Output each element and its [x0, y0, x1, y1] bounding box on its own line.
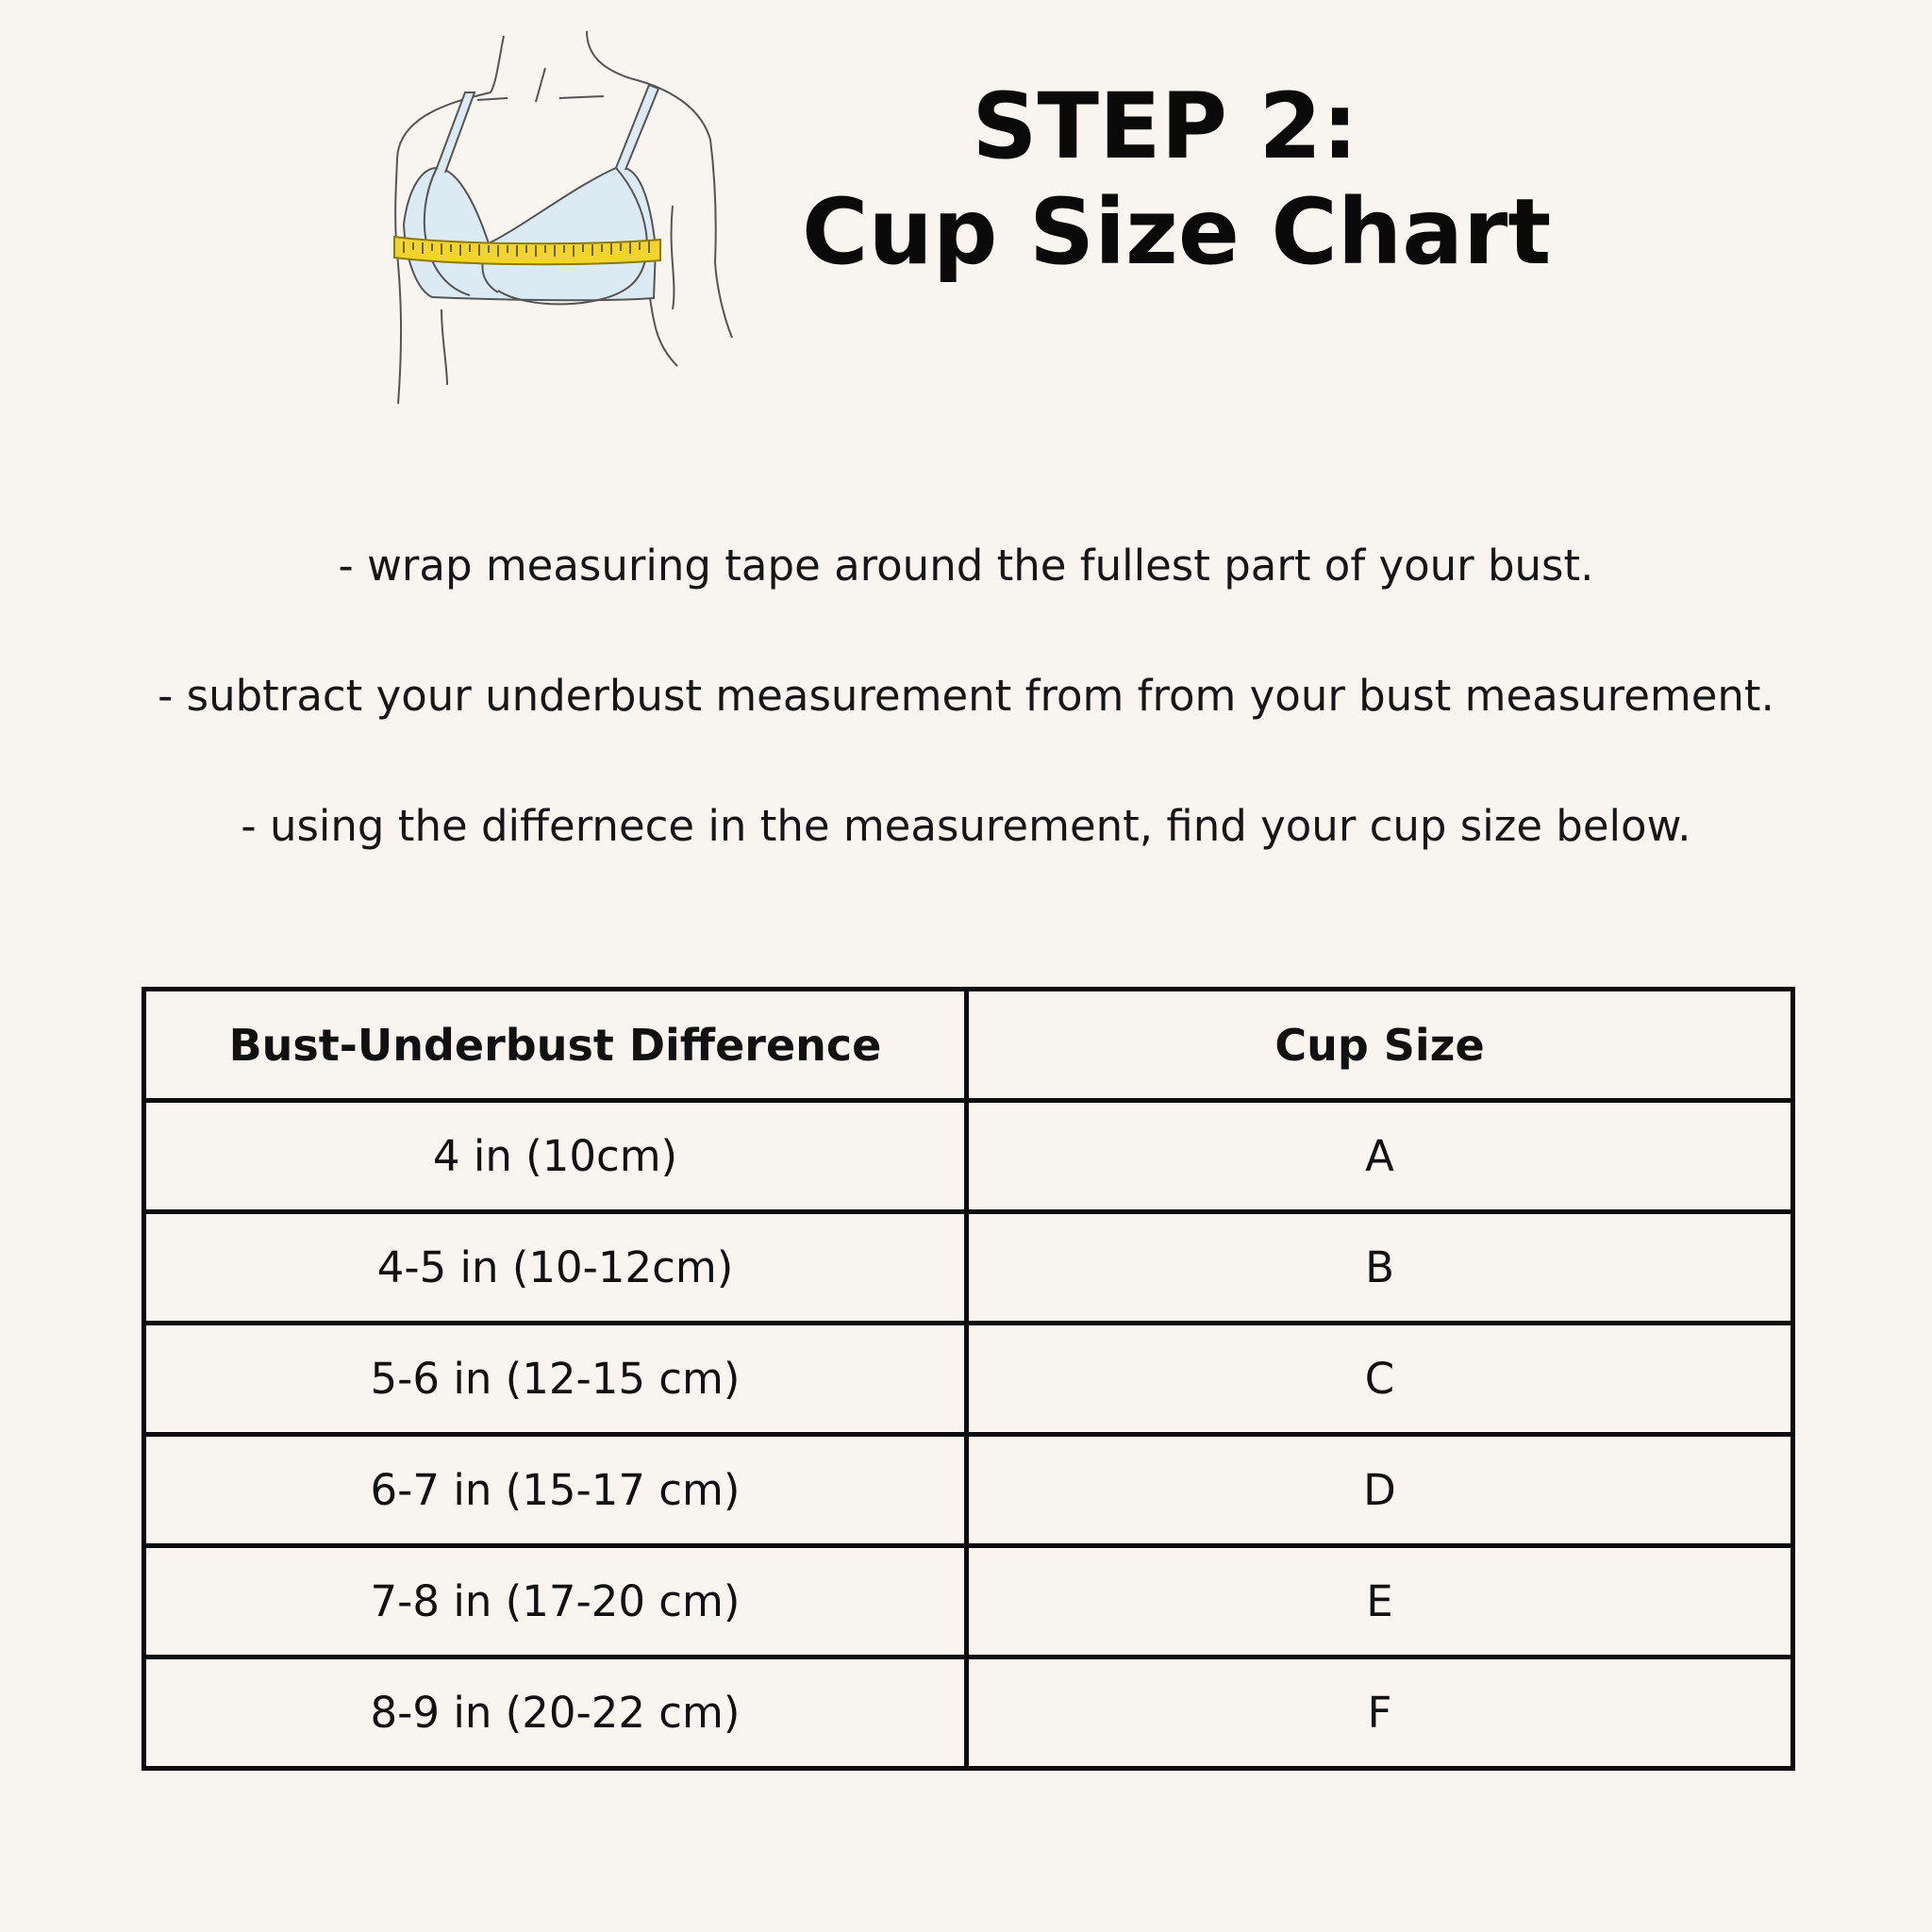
- cup-size-table: [142, 987, 1795, 1771]
- table-row: [144, 1546, 1793, 1657]
- bra-measuring-illustration: [385, 26, 743, 413]
- difference-cell: 5-6 in (12-15 cm): [144, 1324, 967, 1435]
- cup-cell: F: [967, 1657, 1793, 1769]
- difference-cell: 7-8 in (17-20 cm): [144, 1546, 967, 1657]
- cup-cell: D: [967, 1435, 1793, 1546]
- header-difference: Bust-Underbust Difference: [144, 990, 967, 1101]
- cup-cell: A: [967, 1101, 1793, 1212]
- instruction-item: - wrap measuring tape around the fullest part of your bust.: [338, 541, 1594, 591]
- difference-cell: 8-9 in (20-22 cm): [144, 1657, 967, 1769]
- instruction-item: - using the differnece in the measurement, find your cup size below.: [241, 801, 1691, 851]
- difference-cell: 4-5 in (10-12cm): [144, 1212, 967, 1324]
- table-row: [144, 1435, 1793, 1546]
- table-row: [144, 1657, 1793, 1769]
- table-row: [144, 1101, 1793, 1212]
- header-cup-size: Cup Size: [967, 990, 1793, 1101]
- difference-cell: 4 in (10cm): [144, 1101, 967, 1212]
- instruction-item: - subtract your underbust measurement from from your bust measurement.: [158, 671, 1774, 721]
- cup-cell: B: [967, 1212, 1793, 1324]
- table-header-row: [144, 990, 1793, 1101]
- table-row: [144, 1324, 1793, 1435]
- title-chart-name: Cup Size Chart: [802, 179, 1552, 285]
- cup-cell: E: [967, 1546, 1793, 1657]
- page-title: [802, 74, 1552, 285]
- bra-measuring-tape-icon: [385, 26, 743, 413]
- difference-cell: 6-7 in (15-17 cm): [144, 1435, 967, 1546]
- table-row: [144, 1212, 1793, 1324]
- title-step: STEP 2:: [972, 74, 1358, 179]
- cup-cell: C: [967, 1324, 1793, 1435]
